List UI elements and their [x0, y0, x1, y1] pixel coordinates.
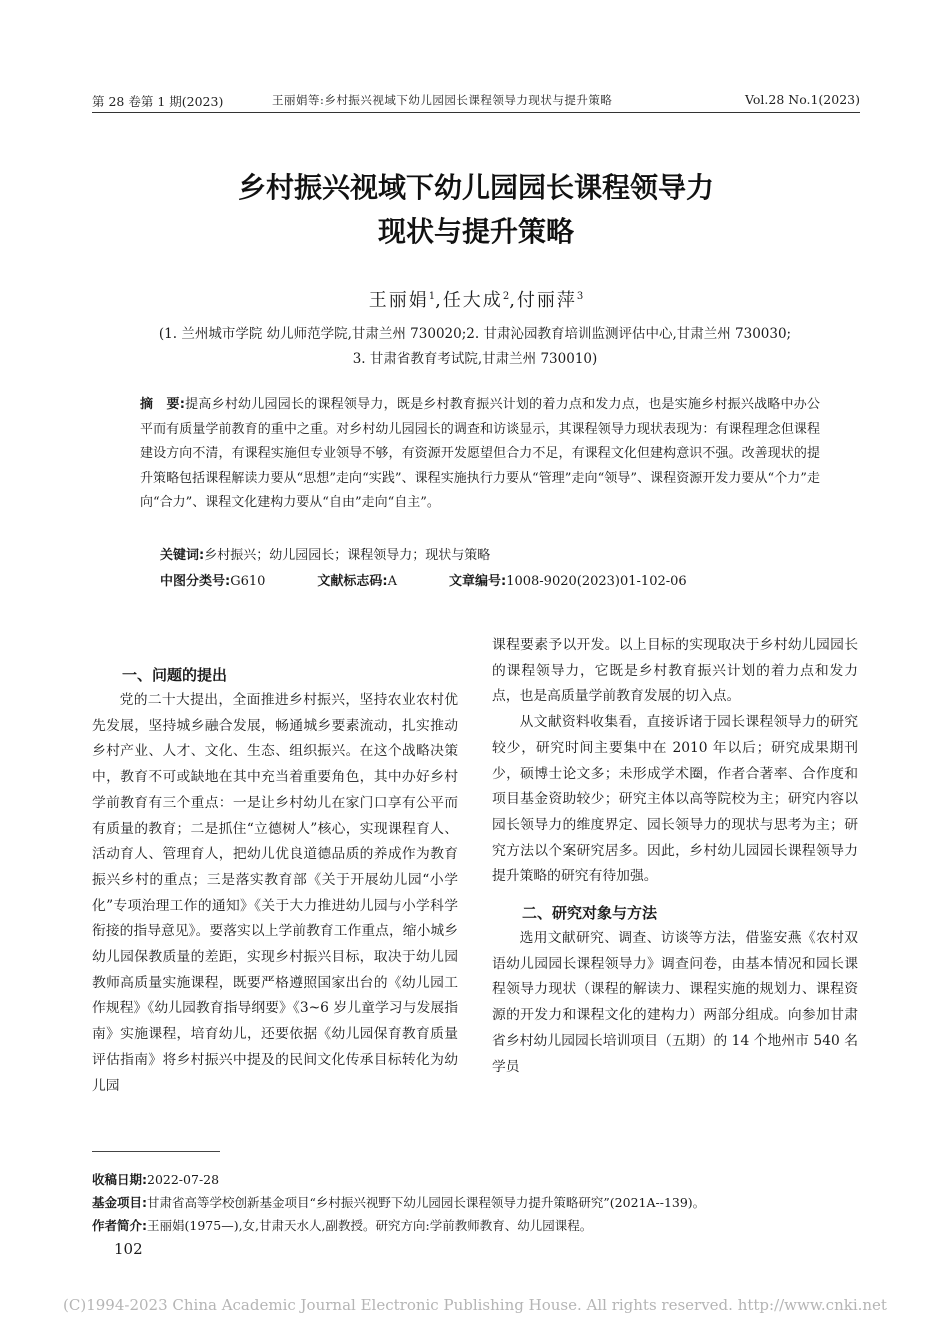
footnote-author [92, 1216, 592, 1234]
clc-label: 中图分类号: [160, 574, 231, 589]
received-label: 收稿日期: [92, 1172, 147, 1187]
body-paragraph: 从文献资料收集看，直接诉诸于园长课程领导力的研究较少，研究时间主要集中在 2010 年以后；研究成果期刊少，硕博士论文多；未形成学术圈，作者合著率、合作度和项目基金资助较少；研究主体以高等院校为主；研究内容以园长领导力的维度界定、园长领导力的现状与思考为主；研究方法以个案研究居多。因此，乡村幼儿园园长课程领导力提升策略的研究有待加强。 [492, 714, 858, 885]
author-bio-label: 作者简介: [92, 1218, 147, 1233]
paper-title-line2: 现状与提升策略 [377, 215, 574, 248]
author-sep: , [509, 290, 517, 311]
doc-code-label: 文献标志码: [317, 574, 388, 589]
body-column-right [492, 633, 858, 1080]
author-sup: 1 [428, 291, 436, 302]
keywords [160, 544, 490, 563]
abstract [140, 393, 820, 516]
author-sup: 2 [502, 291, 510, 302]
author-name: 王丽娟 [368, 290, 429, 311]
body-paragraph: 党的二十大提出，全面推进乡村振兴，坚持农业农村优先发展，坚持城乡融合发展，畅通城乡要素流动，扎实推动乡村产业、人才、文化、生态、组织振兴。在这个战略决策中，教育不可或缺地在其中充当着重要角色，其中办好乡村学前教育有三个重点：一是让乡村幼儿在家门口享有公平而有质量的教育；二是抓住“立德树人”核心，实现课程育人、活动育人、管理育人，把幼儿优良道德品质的养成作为教育振兴乡村的重点；三是落实教育部《关于开展幼儿园“小学化”专项治理工作的通知》《关于大力推进幼儿园与小学科学衔接的指导意见》。要落实以上学前教育工作重点，缩小城乡幼儿园保教质量的差距，实现乡村振兴目标，取决于幼儿园教师高质量实施课程，既要严格遵照国家出台的《幼儿园工作规程》《幼儿园教育指导纲要》《3~6 岁儿童学习与发展指南》实施课程，培育幼儿，还要依据《幼儿园保育教育质量评估指南》将乡村振兴中提及的民间文化传承目标转化为幼儿园 [92, 692, 458, 1094]
article-no-label: 文章编号: [449, 574, 507, 589]
clc-value: G610 [230, 574, 266, 589]
fund-value: 甘肃省高等学校创新基金项目“乡村振兴视野下幼儿园园长课程领导力提升策略研究”(2021A--139)。 [147, 1195, 706, 1210]
affiliation-line1: (1. 兰州城市学院 幼儿师范学院,甘肃兰州 730020;2. 甘肃沁园教育培训监测评估中心,甘肃兰州 730030; [158, 326, 792, 342]
body-column-left [92, 662, 458, 1099]
author-sep: , [435, 290, 443, 311]
received-value: 2022-07-28 [147, 1172, 220, 1187]
footnote-received [92, 1170, 219, 1188]
footnote-fund [92, 1193, 705, 1211]
article-no-value: 1008-9020(2023)01-102-06 [506, 574, 687, 589]
footnote-rule [92, 1151, 220, 1152]
header-volume: 第 28 卷第 1 期(2023) [92, 94, 224, 109]
abstract-text: 提高乡村幼儿园园长的课程领导力，既是乡村教育振兴计划的着力点和发力点，也是实施乡村振兴战略中办公平而有质量学前教育的重中之重。对乡村幼儿园园长的调查和访谈显示，其课程领导力现状表现为：有课程理念但课程建设方向不清，有课程实施但专业领导不够，有资源开发愿望但合力不足，有课程文化但建构意识不强。改善现状的提升策略包括课程解读力要从“思想”走向“实践”、课程实施执行力要从“管理”走向“领导”、课程资源开发力要从“个力”走向“合力”、课程文化建构力要从“自由”走向“自主”。 [140, 397, 820, 510]
header-vol-en: Vol.28 No.1(2023) [745, 92, 860, 107]
body-paragraph: 课程要素予以开发。以上目标的实现取决于乡村幼儿园园长的课程领导力，它既是乡村教育振兴计划的着力点和发力点，也是高质量学前教育发展的切入点。 [492, 637, 858, 705]
fund-label: 基金项目: [92, 1195, 147, 1210]
keywords-text: 乡村振兴；幼儿园园长；课程领导力；现状与策略 [204, 548, 491, 563]
author-name: 付丽萍 [516, 290, 577, 311]
body-paragraph: 选用文献研究、调查、访谈等方法，借鉴安燕《农村双语幼儿园园长课程领导力》调查问卷，由基本情况和园长课程领导力现状（课程的解读力、课程实施的规划力、课程资源的开发力和课程文化的建构力）两部分组成。向参加甘肃省乡村幼儿园园长培训项目（五期）的 14 个地州市 540 名学员 [492, 930, 858, 1075]
classification-row [160, 570, 687, 589]
paper-title-line1: 乡村振兴视域下幼儿园园长课程领导力 [237, 171, 714, 204]
affiliation-line2: 3. 甘肃省教育考试院,甘肃兰州 730010) [352, 351, 598, 367]
page-number: 102 [114, 1240, 143, 1258]
keywords-label: 关键词: [160, 548, 205, 563]
section-heading: 二、研究对象与方法 [522, 904, 658, 923]
header-running-title: 王丽娟等:乡村振兴视域下幼儿园园长课程领导力现状与提升策略 [272, 93, 613, 107]
abstract-label: 摘 要: [140, 397, 185, 412]
copyright-footer: (C)1994-2023 China Academic Journal Electronic Publishing House. All rights reserved. http://www.cnki.net [63, 1296, 887, 1314]
doc-code-value: A [387, 574, 397, 589]
author-bio-value: 王丽娟(1975—),女,甘肃天水人,副教授。研究方向:学前教师教育、幼儿园课程。 [147, 1218, 593, 1233]
author-sup: 3 [576, 291, 584, 302]
section-heading: 一、问题的提出 [122, 666, 228, 684]
author-name: 任大成 [442, 290, 503, 311]
author-list [92, 286, 860, 312]
header-rule [92, 112, 860, 113]
